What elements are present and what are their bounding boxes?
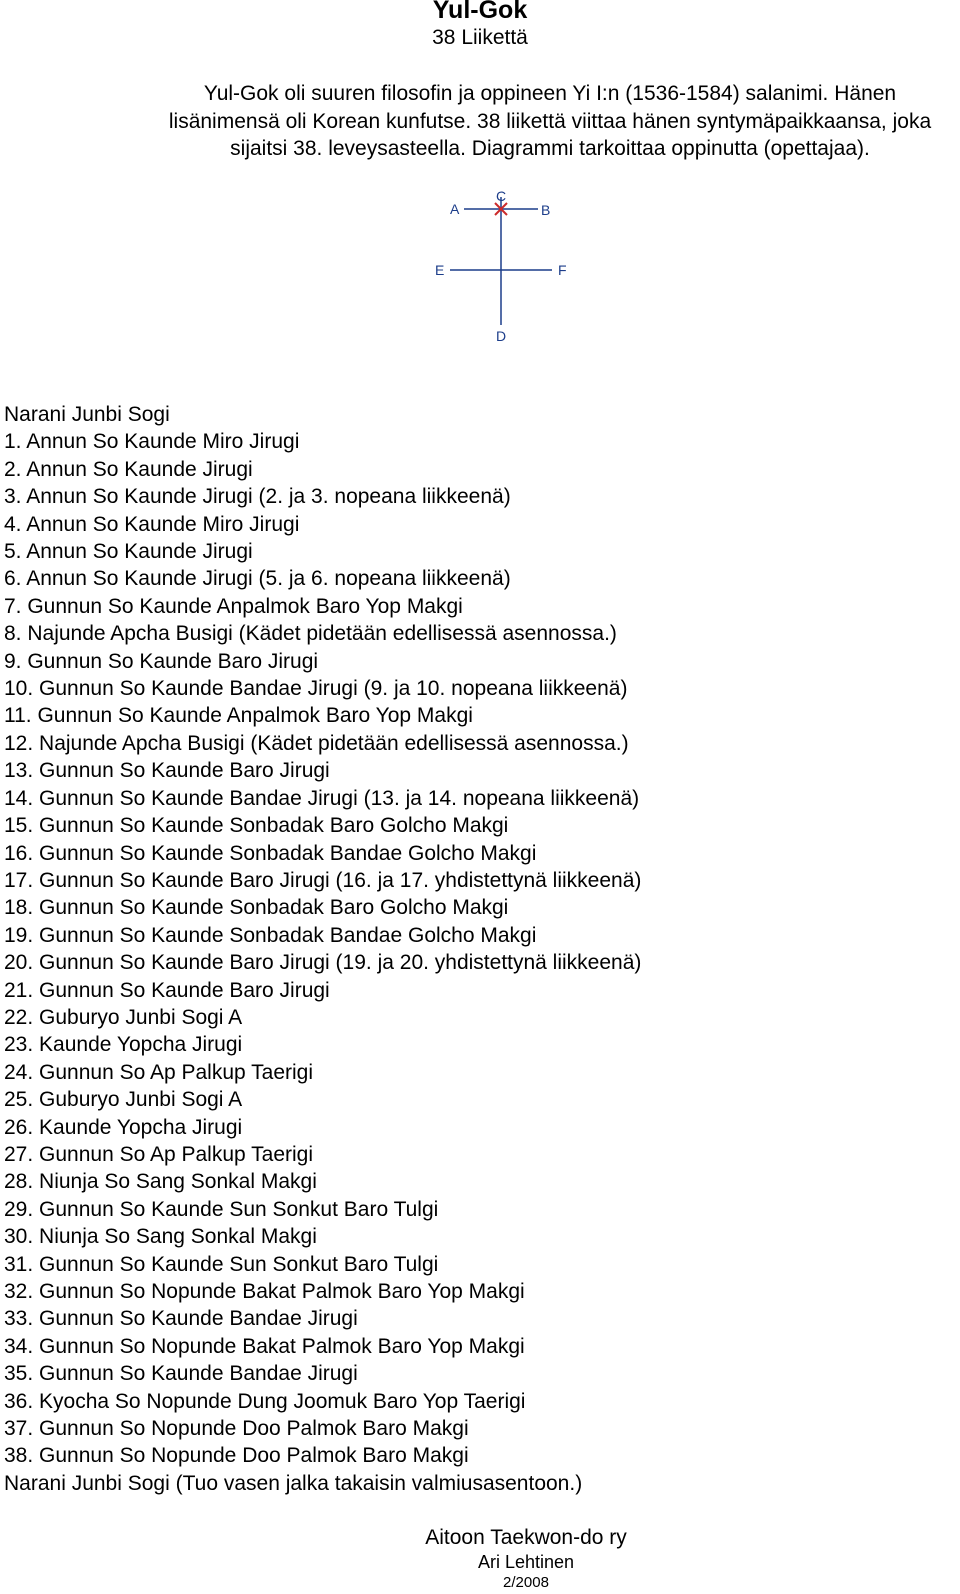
move-item: 20. Gunnun So Kaunde Baro Jirugi (19. ja 20. yhdistettynä liikkeenä) [4,951,642,975]
move-item: 6. Annun So Kaunde Jirugi (5. ja 6. nopeana liikkeenä) [4,567,511,591]
intro-paragraph [150,80,950,163]
intro-line: sijaitsi 38. leveysasteella. Diagrammi tarkoittaa oppinutta (opettajaa). [230,137,870,160]
document-subtitle: 38 Liikettä [432,26,528,49]
diagram-label-e: E [435,262,445,278]
move-item: 9. Gunnun So Kaunde Baro Jirugi [4,649,319,673]
move-item: 4. Annun So Kaunde Miro Jirugi [4,512,300,536]
intro-line: lisänimensä oli Korean kunfutse. 38 liikettä viittaa hänen syntymäpaikkaansa, joka [168,109,932,133]
move-item: 33. Gunnun So Kaunde Bandae Jirugi [4,1307,358,1331]
diagram-label-d: D [496,328,507,344]
pattern-diagram [420,185,600,355]
move-item: 15. Gunnun So Kaunde Sonbadak Baro Golcho Makgi [4,814,509,838]
move-item: 13. Gunnun So Kaunde Baro Jirugi [4,759,330,783]
move-item: 16. Gunnun So Kaunde Sonbadak Bandae Golcho Makgi [4,841,537,865]
move-item: 34. Gunnun So Nopunde Bakat Palmok Baro Yop Makgi [4,1334,525,1358]
diagram-label-f: F [558,262,567,278]
move-item: 23. Kaunde Yopcha Jirugi [4,1033,243,1057]
move-item: 29. Gunnun So Kaunde Sun Sonkut Baro Tulgi [4,1197,439,1221]
footer-club: Aitoon Taekwon-do ry [425,1526,627,1549]
move-item: 35. Gunnun So Kaunde Bandae Jirugi [4,1362,358,1386]
move-item: 12. Najunde Apcha Busigi (Kädet pidetään edellisessä asennossa.) [4,731,629,755]
move-item: 14. Gunnun So Kaunde Bandae Jirugi (13. ja 14. nopeana liikkeenä) [4,786,640,810]
move-item: 1. Annun So Kaunde Miro Jirugi [4,430,300,454]
move-item: 37. Gunnun So Nopunde Doo Palmok Baro Makgi [4,1417,469,1441]
move-item: 5. Annun So Kaunde Jirugi [4,540,253,564]
move-item: 24. Gunnun So Ap Palkup Taerigi [4,1060,314,1084]
document-footer [0,1525,960,1593]
move-item: 36. Kyocha So Nopunde Dung Joomuk Baro Yop Taerigi [4,1389,526,1413]
move-item: 10. Gunnun So Kaunde Bandae Jirugi (9. ja 10. nopeana liikkeenä) [4,677,628,701]
move-item: 31. Gunnun So Kaunde Sun Sonkut Baro Tulgi [4,1252,439,1276]
document-header [0,0,960,51]
move-item: 8. Najunde Apcha Busigi (Kädet pidetään edellisessä asennossa.) [4,622,617,646]
pattern-diagram-svg [420,185,600,355]
move-item: 7. Gunnun So Kaunde Anpalmok Baro Yop Makgi [4,594,463,618]
moves-list [4,401,641,1497]
move-item: 17. Gunnun So Kaunde Baro Jirugi (16. ja 17. yhdistettynä liikkeenä) [4,868,642,892]
move-item: 21. Gunnun So Kaunde Baro Jirugi [4,978,330,1002]
moves-start: Narani Junbi Sogi [4,403,170,426]
move-item: 2. Annun So Kaunde Jirugi [4,457,253,481]
intro-line: Yul-Gok oli suuren filosofin ja oppineen Yi I:n (1536-1584) salanimi. Hänen [203,82,897,105]
move-item: 18. Gunnun So Kaunde Sonbadak Baro Golcho Makgi [4,896,509,920]
move-item: 3. Annun So Kaunde Jirugi (2. ja 3. nopeana liikkeenä) [4,485,511,509]
move-item: 25. Guburyo Junbi Sogi A [4,1088,243,1112]
document-title: Yul-Gok [432,0,528,24]
footer-date: 2/2008 [503,1574,549,1591]
move-item: 11. Gunnun So Kaunde Anpalmok Baro Yop Makgi [4,704,473,728]
move-item: 19. Gunnun So Kaunde Sonbadak Bandae Golcho Makgi [4,923,537,947]
diagram-label-c: C [496,188,507,204]
move-item: 27. Gunnun So Ap Palkup Taerigi [4,1142,314,1166]
move-item: 22. Guburyo Junbi Sogi A [4,1005,243,1029]
footer-author: Ari Lehtinen [477,1552,575,1572]
diagram-label-b: B [541,202,551,218]
move-item: 26. Kaunde Yopcha Jirugi [4,1115,243,1139]
move-item: 38. Gunnun So Nopunde Doo Palmok Baro Makgi [4,1444,469,1468]
diagram-label-a: A [450,201,460,217]
move-item: 30. Niunja So Sang Sonkal Makgi [4,1225,317,1249]
moves-end: Narani Junbi Sogi (Tuo vasen jalka takaisin valmiusasentoon.) [4,1471,583,1495]
move-item: 28. Niunja So Sang Sonkal Makgi [4,1170,317,1194]
move-item: 32. Gunnun So Nopunde Bakat Palmok Baro Yop Makgi [4,1280,525,1303]
